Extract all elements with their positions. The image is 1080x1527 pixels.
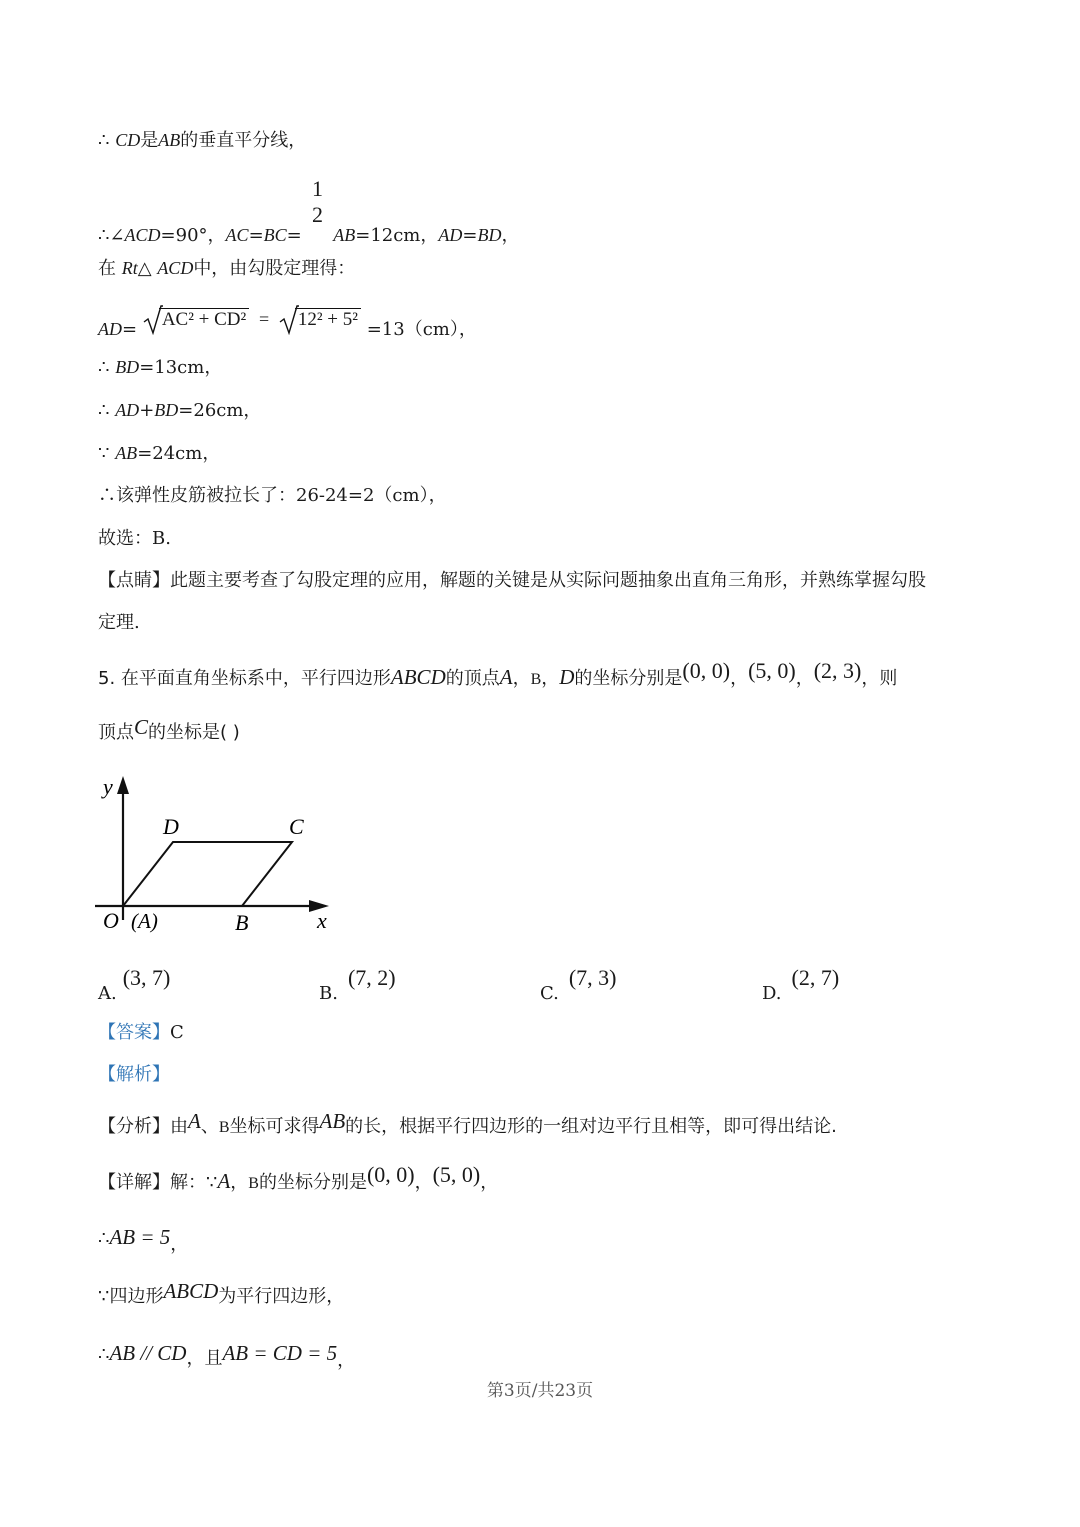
detail-line-3 xyxy=(98,1338,355,1370)
q5-comma-2: ， xyxy=(541,668,560,689)
radical-sign-2 xyxy=(279,305,299,335)
sqrt-expression-1 xyxy=(143,303,249,337)
option-a-value: (3, 7) xyxy=(122,965,171,990)
vertex-d-label: D xyxy=(163,814,179,839)
fenxi-b: B xyxy=(218,1119,230,1136)
d1-expression: AB = 5 xyxy=(109,1225,171,1249)
q5-blank: 的坐标是( ) xyxy=(148,722,240,743)
segment-ad: AD xyxy=(438,225,463,245)
q5-sep-2: ， xyxy=(795,668,814,689)
xiangjie-end: ， xyxy=(480,1172,499,1193)
q5-comma-1: ， xyxy=(512,668,531,689)
option-d[interactable] xyxy=(762,965,840,1004)
xiangjie-label: 【详解】 xyxy=(98,1172,170,1193)
segment-ac: AC xyxy=(225,225,249,245)
detail-line-1 xyxy=(98,1222,188,1254)
vertex-c-label: C xyxy=(289,814,304,839)
q5-text-c: 的坐标分别是 xyxy=(574,668,683,689)
xiangjie-sep-2: ， xyxy=(414,1172,433,1193)
xiangjie-sep: ， xyxy=(230,1172,249,1193)
segment-ab-7: AB xyxy=(115,443,138,463)
q5-a: A xyxy=(499,665,513,689)
xiangjie-a: A xyxy=(217,1169,231,1193)
angle-acd: ACD xyxy=(124,225,161,245)
segment-ad-6: AD xyxy=(115,400,140,420)
page-footer: 第3页/共23页 xyxy=(486,1381,594,1401)
fenxi-a: A xyxy=(188,1109,201,1133)
solution-line-9: 故选：B. xyxy=(98,528,171,549)
triangle-acd: ACD xyxy=(157,258,194,278)
vertex-a-label: (A) xyxy=(131,909,158,933)
value-sum: =26cm， xyxy=(178,400,262,421)
xiangjie-b: B xyxy=(248,1175,259,1192)
text-rest: 的垂直平分线， xyxy=(180,130,307,151)
line2-right xyxy=(333,225,519,246)
value-90: =90°， xyxy=(160,225,226,246)
q5-point-d: (2, 3) xyxy=(813,658,862,683)
value-bd: =13cm， xyxy=(139,357,223,378)
because-7: ∵ xyxy=(98,443,110,464)
fraction-denominator: 2 xyxy=(312,202,323,227)
parallelogram-abcd xyxy=(123,842,292,906)
segment-ab: AB xyxy=(158,130,181,150)
answer-value: C xyxy=(170,1022,184,1043)
option-a-letter: A. xyxy=(98,983,117,1004)
fraction-half xyxy=(310,176,326,228)
solution-line-8: ∴该弹性皮筋被拉长了：26-24=2（cm）， xyxy=(98,485,447,506)
triangle-symbol: △ xyxy=(137,258,152,279)
answer-line xyxy=(98,1021,184,1045)
q5-text-d: ，则 xyxy=(861,668,898,689)
fraction-numerator: 1 xyxy=(312,176,323,201)
solution-line-2 xyxy=(98,176,520,246)
xiangjie-point-a: (0, 0) xyxy=(366,1162,415,1187)
option-c-value: (7, 3) xyxy=(568,965,617,990)
option-d-letter: D. xyxy=(762,983,782,1004)
line2-left xyxy=(98,225,308,246)
q5-abcd: ABCD xyxy=(390,665,446,689)
xiangjie-point-b: (5, 0) xyxy=(432,1162,481,1187)
fenxi-rest: 的长，根据平行四边形的一组对边平行且相等，即可得出结论. xyxy=(345,1116,837,1137)
equals-3: = xyxy=(462,225,478,246)
q5-text-b: 的顶点 xyxy=(445,668,500,689)
analysis-label: 【解析】 xyxy=(98,1064,170,1085)
d2-rest: 为平行四边形， xyxy=(218,1286,345,1307)
equals-5: = xyxy=(258,309,270,329)
q5-sep-1: ， xyxy=(730,668,749,689)
dianjing-line-1: 【点睛】此题主要考查了勾股定理的应用，解题的关键是从实际问题抽象出直角三角形，并熟练掌握勾股 xyxy=(98,570,926,591)
text-zai: 在 xyxy=(98,258,116,279)
d3-end: ， xyxy=(337,1350,356,1371)
option-b-value: (7, 2) xyxy=(347,965,396,990)
segment-ad-4: AD xyxy=(98,319,122,339)
detail-line-2 xyxy=(98,1280,344,1312)
fenxi-pre: 由 xyxy=(170,1116,188,1137)
fenxi-ab: AB xyxy=(319,1109,346,1133)
equals-4: = xyxy=(122,319,138,340)
fenxi-mid: 坐标可求得 xyxy=(229,1116,320,1137)
therefore-6: ∴ xyxy=(98,400,110,421)
d2-abcd: ABCD xyxy=(163,1279,219,1303)
radical-sign-1 xyxy=(143,305,163,335)
question-5-line-2 xyxy=(98,715,240,749)
x-label: x xyxy=(317,908,327,933)
angle-prefix: ∴∠ xyxy=(98,225,125,246)
therefore-5: ∴ xyxy=(98,357,110,378)
xiangjie-pre: 解：∵ xyxy=(170,1172,218,1193)
question-5-line-1 xyxy=(98,660,897,697)
d2-pre: ∵四边形 xyxy=(98,1286,164,1307)
result-13cm: =13（cm）， xyxy=(366,319,477,340)
option-c-letter: C. xyxy=(540,983,559,1004)
segment-bc: BC xyxy=(263,225,287,245)
segment-ab-2: AB xyxy=(333,225,356,245)
q5-vertex-text: 顶点 xyxy=(98,722,134,743)
option-b-letter: B. xyxy=(319,983,338,1004)
text-is: 是 xyxy=(140,130,159,151)
q5-point-b: (5, 0) xyxy=(748,658,796,683)
segment-cd: CD xyxy=(115,130,141,150)
dianjing-line-2: 定理. xyxy=(98,612,140,633)
solution-line-4 xyxy=(98,302,477,340)
parallelogram-figure xyxy=(95,770,345,940)
vertex-b-label: B xyxy=(235,910,249,935)
origin-label: O xyxy=(103,908,119,933)
solution-line-3 xyxy=(98,256,355,281)
fenxi-sep: 、 xyxy=(200,1116,219,1137)
d1-end: ， xyxy=(170,1234,189,1255)
segment-bd: BD xyxy=(477,225,502,245)
xiangjie-mid: 的坐标分别是 xyxy=(258,1172,367,1193)
solution-line-1 xyxy=(98,128,306,153)
plus-sign: + xyxy=(139,400,155,421)
option-c[interactable] xyxy=(540,965,617,1004)
text-rest-3: 中，由勾股定理得： xyxy=(193,258,356,279)
solution-line-6 xyxy=(98,398,261,423)
segment-bd-6: BD xyxy=(154,400,179,420)
d3-equal: AB = CD = 5 xyxy=(222,1341,338,1365)
xiangjie-line xyxy=(98,1164,498,1201)
d3-parallel: AB // CD xyxy=(109,1341,187,1365)
d3-therefore: ∴ xyxy=(98,1344,110,1365)
q5-b: B xyxy=(530,671,542,688)
line2-end: ， xyxy=(501,225,520,246)
option-d-value: (2, 7) xyxy=(791,965,840,990)
segment-bd-5: BD xyxy=(115,357,140,377)
value-ab: =24cm， xyxy=(137,443,221,464)
solution-line-5 xyxy=(98,355,222,380)
option-a[interactable] xyxy=(98,965,171,1004)
fenxi-line xyxy=(98,1110,837,1143)
q5-point-a: (0, 0) xyxy=(682,658,731,683)
value-12cm: =12cm， xyxy=(355,225,439,246)
radicand-2: 12² + 5² xyxy=(295,308,361,330)
radicand-1: AC² + CD² xyxy=(159,308,249,330)
sqrt-expression-2 xyxy=(279,303,361,337)
answer-label: 【答案】 xyxy=(98,1022,170,1043)
q5-c: C xyxy=(134,715,149,739)
rt-label: Rt xyxy=(121,258,138,278)
q5-text-a: 5. 在平面直角坐标系中，平行四边形 xyxy=(98,668,391,689)
equals-2: = xyxy=(286,225,302,246)
d3-mid: ，且 xyxy=(186,1348,223,1369)
y-label: y xyxy=(103,774,113,799)
therefore-symbol: ∴ xyxy=(98,130,110,151)
y-axis-arrow xyxy=(117,776,129,794)
solution-line-7 xyxy=(98,441,220,466)
fenxi-label: 【分析】 xyxy=(98,1116,170,1137)
equals-1: = xyxy=(248,225,264,246)
q5-d: D xyxy=(559,665,575,689)
option-b[interactable] xyxy=(319,965,396,1004)
d1-therefore: ∴ xyxy=(98,1228,110,1249)
